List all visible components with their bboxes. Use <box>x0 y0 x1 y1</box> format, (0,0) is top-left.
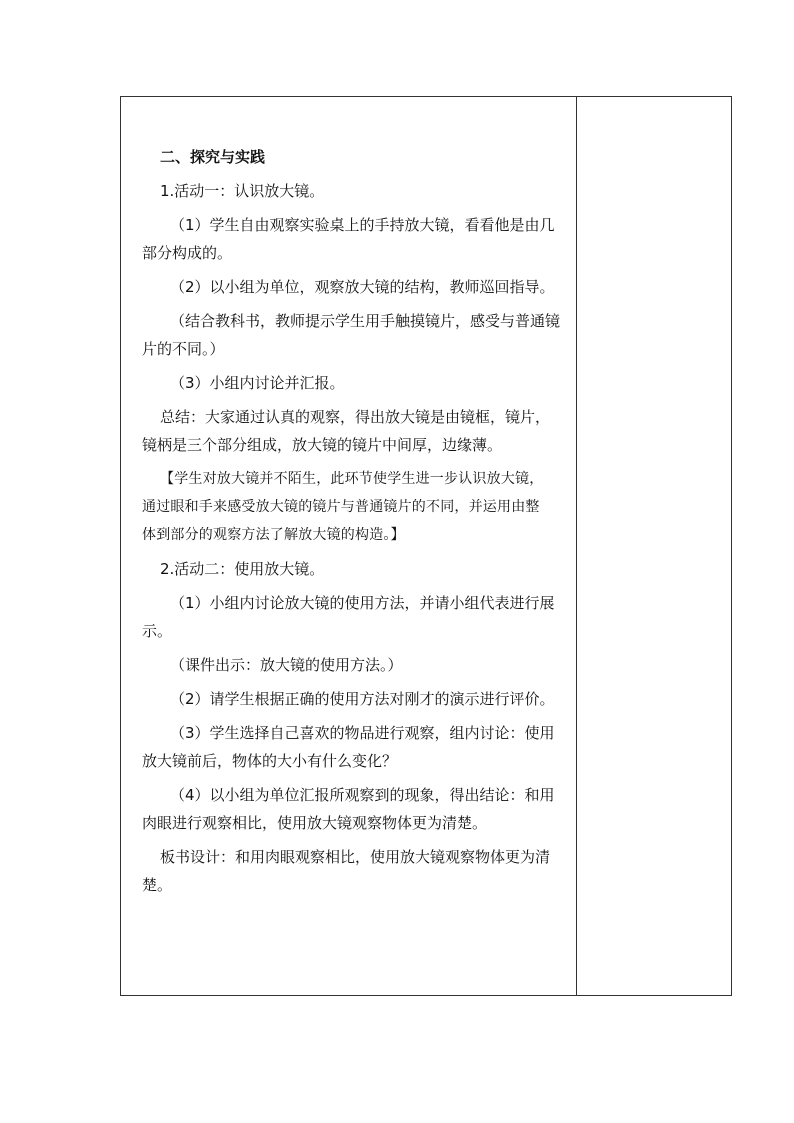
lesson-table <box>120 96 732 996</box>
board-design: 板书设计：和用肉眼观察相比，使用放大镜观察物体更为清 <box>160 848 551 866</box>
activity1-note: 【学生对放大镜并不陌生，此环节使学生进一步认识放大镜， <box>160 471 544 487</box>
activity1-hint: （结合教科书，教师提示学生用手触摸镜片，感受与普通镜 <box>170 312 561 330</box>
activity1-step1-cont: 部分构成的。 <box>142 244 233 262</box>
activity1-title: 1.活动一：认识放大镜。 <box>160 182 325 200</box>
activity1-note-cont2: 体到部分的观察方法了解放大镜的构造。】 <box>142 527 405 543</box>
activity2-step3-cont: 放大镜前后，物体的大小有什么变化？ <box>142 752 398 770</box>
activity2-courseware: （课件出示：放大镜的使用方法。） <box>170 656 403 674</box>
activity2-title: 2.活动二：使用放大镜。 <box>160 560 325 578</box>
board-design-cont: 楚。 <box>142 876 173 894</box>
empty-cell <box>577 97 731 995</box>
activity2-step1: （1）小组内讨论放大镜的使用方法，并请小组代表进行展 <box>170 594 555 612</box>
activity2-step4: （4）以小组为单位汇报所观察到的现象，得出结论：和用 <box>170 786 555 804</box>
activity1-summary-cont: 镜柄是三个部分组成，放大镜的镜片中间厚，边缘薄。 <box>142 436 503 454</box>
activity1-step3: （3）小组内讨论并汇报。 <box>170 374 345 392</box>
content-cell <box>121 97 577 995</box>
activity1-hint-cont: 片的不同。） <box>142 340 225 358</box>
section-heading: 二、探究与实践 <box>160 148 266 166</box>
activity2-step1-cont: 示。 <box>142 622 173 640</box>
activity1-step2: （2）以小组为单位，观察放大镜的结构，教师巡回指导。 <box>170 278 555 296</box>
activity1-summary: 总结：大家通过认真的观察，得出放大镜是由镜框，镜片， <box>160 408 551 426</box>
activity1-step1: （1）学生自由观察实验桌上的手持放大镜，看看他是由几 <box>170 216 555 234</box>
activity2-step2: （2）请学生根据正确的使用方法对刚才的演示进行评价。 <box>170 690 555 708</box>
activity2-step4-cont: 肉眼进行观察相比，使用放大镜观察物体更为清楚。 <box>142 814 488 832</box>
activity1-note-cont1: 通过眼和手来感受放大镜的镜片与普通镜片的不同，并运用由整 <box>142 499 540 515</box>
activity2-step3: （3）学生选择自己喜欢的物品进行观察，组内讨论：使用 <box>170 724 555 742</box>
